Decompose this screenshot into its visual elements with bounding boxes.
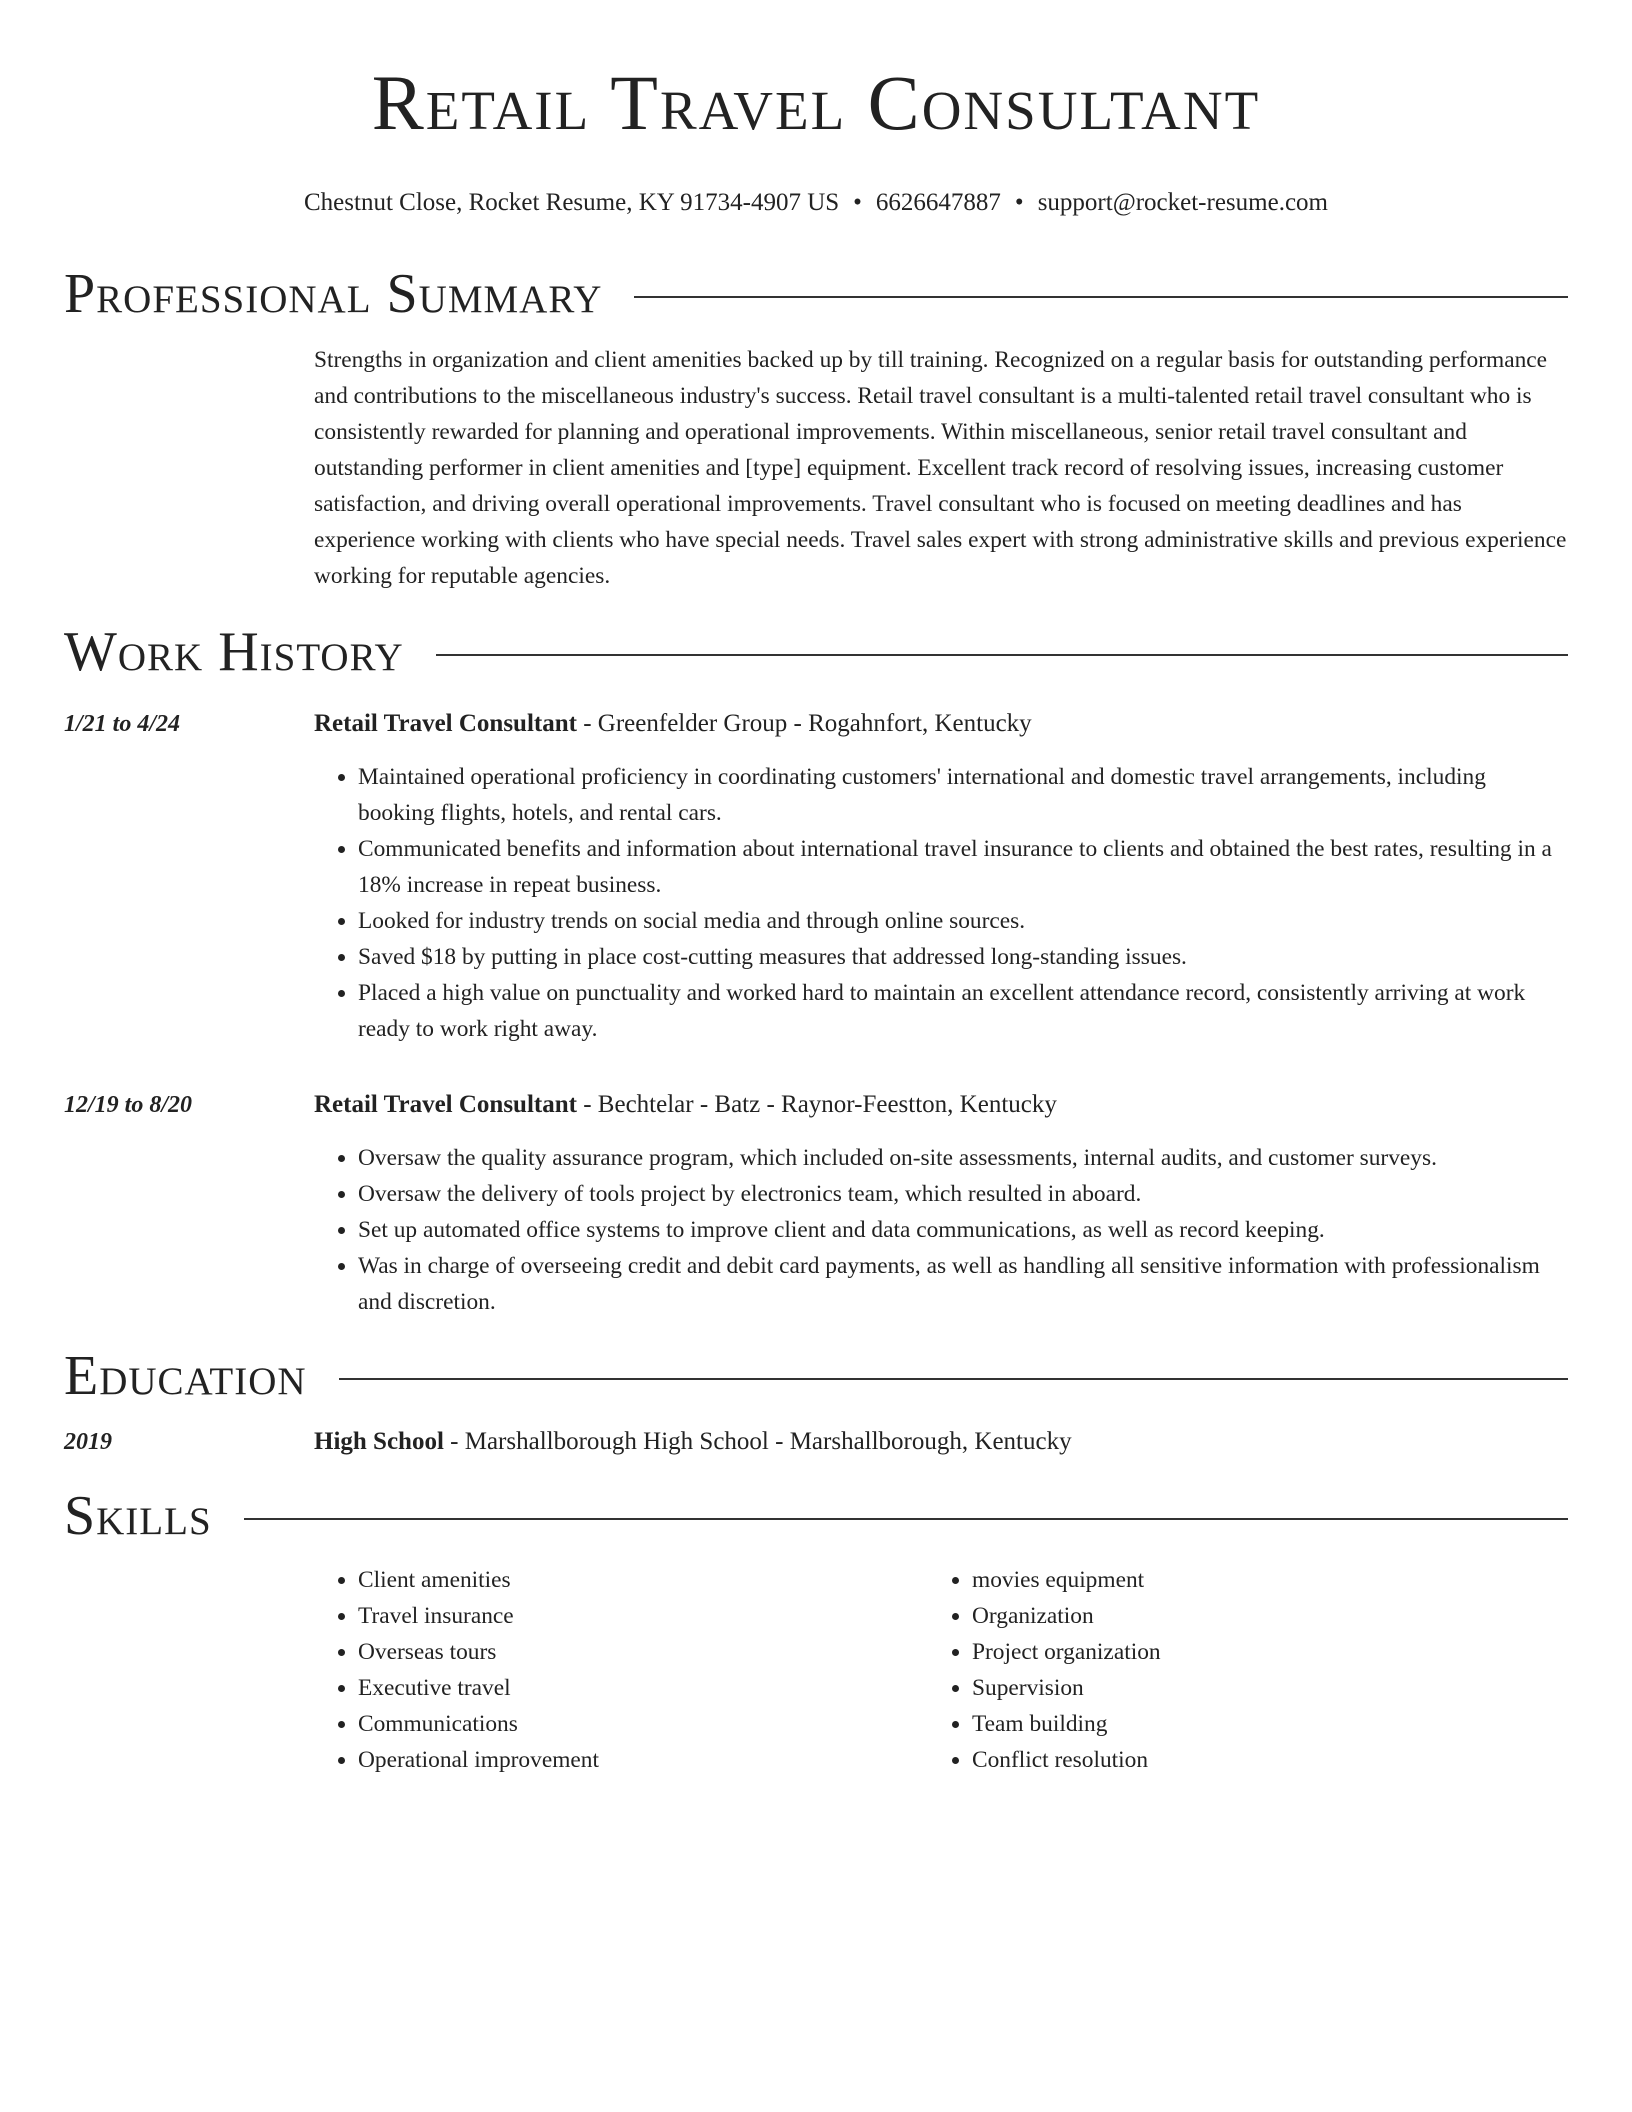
work-heading: Work History	[64, 621, 404, 683]
skill-item: • Organization	[972, 1598, 1542, 1634]
job-title: Retail Travel Consultant	[314, 1091, 577, 1118]
education-details: - Marshallborough High School - Marshallborough, Kentucky	[443, 1428, 1072, 1455]
contact-line	[64, 188, 1568, 218]
contact-separator: •	[1014, 189, 1024, 216]
education-section-header	[64, 1344, 1568, 1408]
job-title-line	[314, 1087, 1568, 1123]
contact-phone: 6626647887	[875, 189, 1001, 216]
skills-section-header	[64, 1484, 1568, 1548]
job-bullet: • Maintained operational proficiency in coordinating customers' international and domestic travel arrangements, including booking flights, hotels, and rental cars.	[358, 759, 1568, 831]
job-bullet: • Was in charge of overseeing credit and debit card payments, as well as handling all sensitive information with professionalism and discretion.	[358, 1248, 1568, 1320]
skill-item: • Communications	[358, 1706, 928, 1742]
summary-section-header	[64, 262, 1568, 326]
job-title-line	[314, 706, 1568, 742]
section-divider	[339, 1378, 1568, 1380]
job-title: Retail Travel Consultant	[314, 710, 577, 737]
job-entry	[64, 1087, 1568, 1320]
contact-email: support@rocket-resume.com	[1037, 189, 1328, 216]
skills-heading: Skills	[64, 1485, 212, 1547]
education-year: 2019	[64, 1429, 112, 1455]
skill-item: • Client amenities	[358, 1562, 928, 1598]
resume-name: Retail Travel Consultant	[371, 59, 1261, 146]
education-body	[314, 1424, 1568, 1460]
section-divider	[634, 296, 1568, 298]
job-bullet: • Oversaw the delivery of tools project by electronics team, which resulted in aboard.	[358, 1176, 1568, 1212]
contact-address: Chestnut Close, Rocket Resume, KY 91734-4907 US	[304, 189, 840, 216]
job-details: - Greenfelder Group - Rogahnfort, Kentucky	[576, 710, 1032, 737]
job-bullet: • Oversaw the quality assurance program, which included on-site assessments, internal audits, and customer surveys.	[358, 1140, 1568, 1176]
section-divider	[244, 1518, 1568, 1520]
skill-item: • Executive travel	[358, 1670, 928, 1706]
job-bullets	[314, 1140, 1568, 1320]
skills-list	[314, 1562, 1568, 1778]
skill-item: • Team building	[972, 1706, 1542, 1742]
skill-item: • Travel insurance	[358, 1598, 928, 1634]
job-details: - Bechtelar - Batz - Raynor-Feestton, Kentucky	[576, 1091, 1057, 1118]
job-dates: 1/21 to 4/24	[64, 711, 181, 737]
skill-item: • movies equipment	[972, 1562, 1542, 1598]
job-bullet: • Set up automated office systems to improve client and data communications, as well as record keeping.	[358, 1212, 1568, 1248]
skills-column-1	[314, 1562, 928, 1778]
education-heading: Education	[64, 1345, 307, 1407]
summary-heading: Professional Summary	[64, 263, 603, 325]
education-entry	[64, 1424, 1568, 1460]
job-bullets	[314, 759, 1568, 1047]
contact-separator: •	[853, 189, 862, 216]
skill-item: • Conflict resolution	[972, 1742, 1542, 1778]
education-degree: High School	[314, 1428, 444, 1455]
job-bullet: • Saved $18 by putting in place cost-cutting measures that addressed long-standing issues.	[358, 939, 1568, 975]
skills-column-2	[928, 1562, 1542, 1778]
job-dates: 12/19 to 8/20	[64, 1092, 193, 1118]
skill-item: • Project organization	[972, 1634, 1542, 1670]
job-bullet: • Looked for industry trends on social media and through online sources.	[358, 903, 1568, 939]
job-body	[314, 1087, 1568, 1320]
summary-text: Strengths in organization and client amenities backed up by till training. Recognized on a regular basis for outstanding performance and contributions to the miscellaneous industry's success. Retail travel consultant is a multi-talented retail travel consultant who is consistently rewarded for planning and operational improvements. Within miscellaneous, senior retail travel consultant and outstanding performer in client amenities and [type] equipment. Excellent track record of resolving issues, increasing customer satisfaction, and driving overall operational improvements. Travel consultant who is focused on meeting deadlines and has experience working with clients who have special needs. Travel sales expert with strong administrative skills and previous experience working for reputable agencies.	[314, 347, 1567, 589]
job-bullet: • Placed a high value on punctuality and worked hard to maintain an excellent attendance record, consistently arriving at work ready to work right away.	[358, 975, 1568, 1047]
work-section-header	[64, 620, 1568, 684]
skill-item: • Operational improvement	[358, 1742, 928, 1778]
job-entry	[64, 706, 1568, 1047]
job-body	[314, 706, 1568, 1047]
education-line	[314, 1424, 1568, 1460]
skill-item: • Overseas tours	[358, 1634, 928, 1670]
job-bullet: • Communicated benefits and information about international travel insurance to clients and obtained the best rates, resulting in a 18% increase in repeat business.	[358, 831, 1568, 903]
skill-item: • Supervision	[972, 1670, 1542, 1706]
section-divider	[436, 654, 1568, 656]
